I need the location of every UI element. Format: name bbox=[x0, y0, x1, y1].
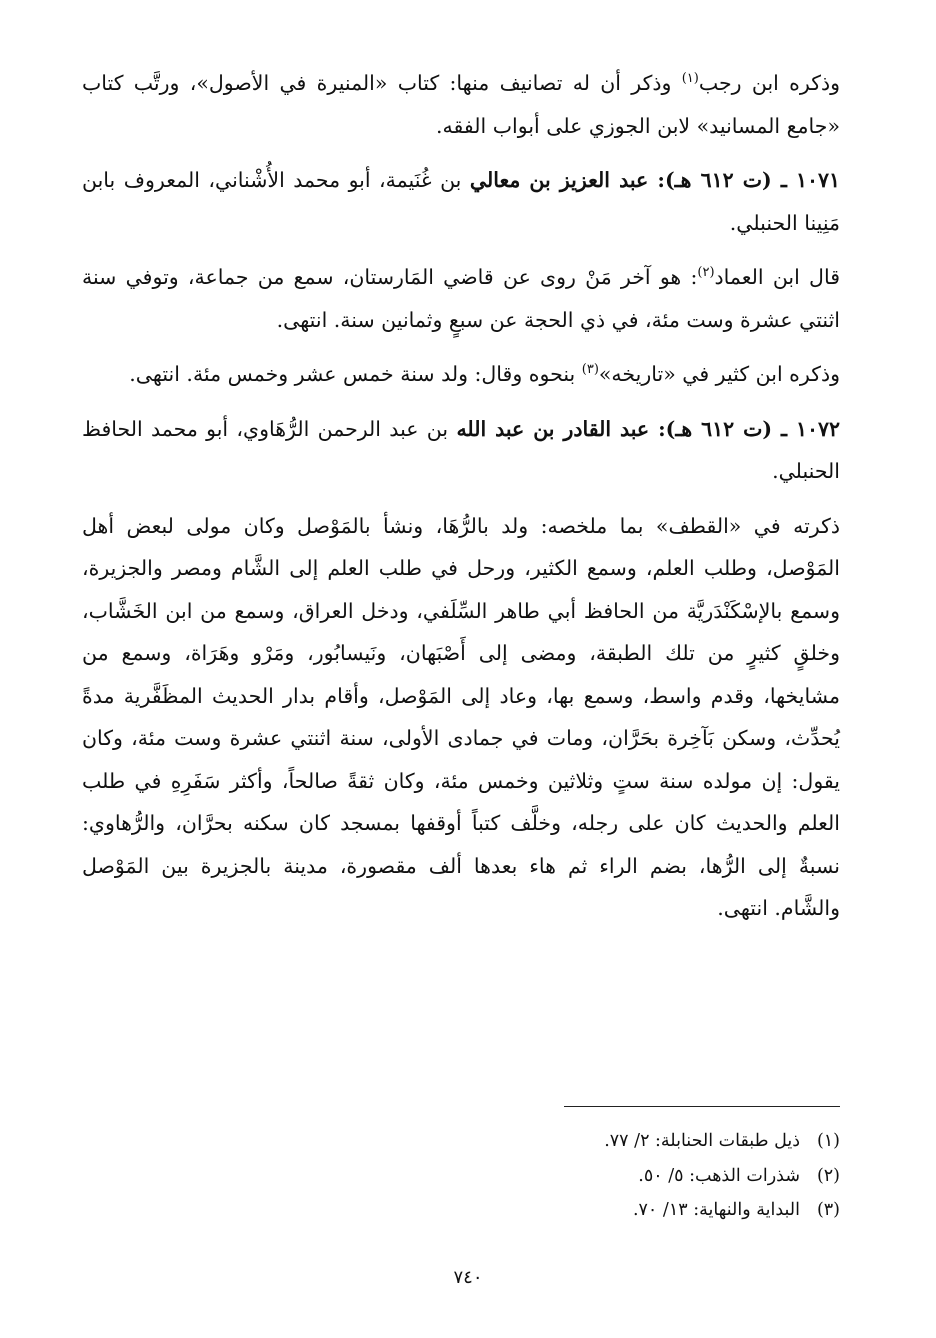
footnotes bbox=[240, 1124, 840, 1228]
entry-heading: ١٠٧٢ ـ (ت ٦١٢ هـ): عبد القادر بن عبد الله bbox=[456, 416, 840, 441]
entry-1071 bbox=[82, 159, 840, 244]
paragraph-ibn-al-imad bbox=[82, 256, 840, 341]
footnote-number: (١) bbox=[816, 1131, 840, 1151]
footnote-3 bbox=[240, 1193, 840, 1228]
entry-1072 bbox=[82, 408, 840, 493]
paragraph-text: وذكر أن له تصانيف منها: كتاب «المنيرة في الأصول»، ورتَّب كتاب «جامع المسانيد» لابن الجوزي على أبواب الفقه. bbox=[82, 71, 840, 138]
paragraph-text: بنحوه وقال: ولد سنة خمس عشر وخمس مئة. انتهى. bbox=[129, 362, 582, 386]
footnote-1 bbox=[240, 1124, 840, 1159]
footnote-marker-1: (١) bbox=[681, 71, 699, 87]
paragraph-al-qatf: ذكرته في «القطف» بما ملخصه: ولد بالرُّهَا، ونشأ بالمَوْصل وكان مولى لبعض أهل المَوْصل، وطلب العلم، وسمع الكثير، ورحل في طلب العلم إلى الشَّام ومصر والجزيرة، وسمع بالإسْكَنْدَريَّة من الحافظ أبي طاهر السِّلَفي، ودخل العراق، وسمع من ابن الخَشَّاب، وخلقٍ كثيرٍ من تلك الطبقة، ومضى إلى أَصْبَهان، ونَيسابُور، ومَرْو وهَرَاة، وسمع من مشايخها، وقدم واسط، وسمع بها، وعاد إلى المَوْصل، وأقام بدار الحديث المظَفَّرية مدةً يُحدِّث، وسكن بَآخِرة بحَرَّان، ومات في جمادى الأولى، سنة اثنتي عشرة وست مئة، وكان يقول: إن مولده سنة ستٍ وثلاثين وخمس مئة، وكان ثقةً صالحاً، وأكثر سَفَرِهِ في طلب العلم والحديث كان على رجله، وخلَّف كتباً أوقفها بمسجد كان سكنه بحرَّان، والرُّهاوي: نسبةٌ إلى الرُّها، بضم الراء ثم هاء بعدها ألف مقصورة، مدينة بالجزيرة بين المَوْصل والشَّام. انتهى. bbox=[82, 513, 840, 920]
paragraph-ibn-rajab bbox=[82, 62, 840, 147]
entry-heading: ١٠٧١ ـ (ت ٦١٢ هـ): عبد العزيز بن معالي bbox=[469, 168, 840, 192]
footnote-marker-2: (٢) bbox=[697, 265, 715, 281]
footnote-text: البداية والنهاية: ١٣/ ٧٠. bbox=[632, 1200, 800, 1220]
entry-text: بن عبد الرحمن الرُّهَاوي، أبو محمد الحافظ الحنبلي. bbox=[82, 416, 840, 483]
paragraph-text: : هو آخر مَنْ روى عن قاضي المَارستان، سمع من جماعة، وتوفي سنة اثنتي عشرة وست مئة، في ذي الحجة عن سبعٍ وثمانين سنة. انتهى. bbox=[82, 265, 840, 332]
footnote-separator bbox=[564, 1106, 840, 1107]
footnote-number: (٣) bbox=[816, 1200, 840, 1220]
footnote-text: ذيل طبقات الحنابلة: ٢/ ٧٧. bbox=[604, 1131, 800, 1151]
paragraph-text: وذكره ابن كثير في «تاريخه» bbox=[598, 362, 840, 386]
entry-text: بن غُنَيمة، أبو محمد الأُشْناني، المعروف بابن مَنِينا الحنبلي. bbox=[82, 168, 840, 235]
paragraph-ibn-kathir bbox=[82, 353, 840, 396]
footnote-2 bbox=[240, 1159, 840, 1194]
footnote-number: (٢) bbox=[816, 1165, 840, 1186]
footnote-marker-3: (٣) bbox=[581, 362, 599, 378]
paragraph-text: وذكره ابن رجب bbox=[698, 71, 840, 95]
page-number: ٧٤٠ bbox=[453, 1267, 483, 1288]
footnote-text: شذرات الذهب: ٥/ ٥٠. bbox=[638, 1165, 800, 1186]
paragraph-text: قال ابن العماد bbox=[714, 265, 841, 289]
